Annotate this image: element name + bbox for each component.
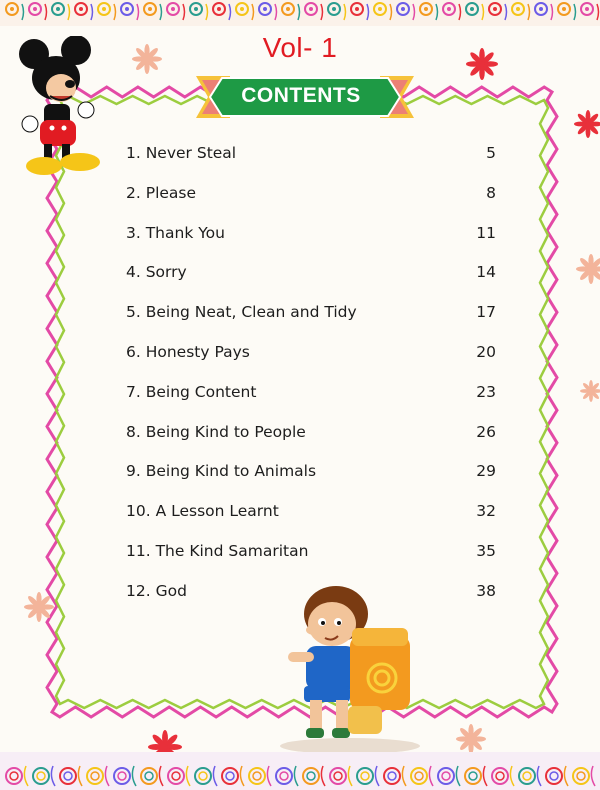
toc-entry-page-number: 29 [476, 462, 496, 481]
toc-entry-title: 9. Being Kind to Animals [126, 462, 317, 481]
toc-entry-page-number: 23 [476, 382, 496, 401]
toc-entry-title: 6. Honesty Pays [126, 342, 250, 361]
flower-decoration [132, 44, 162, 74]
toc-entry [126, 134, 496, 174]
toc-entry-page-number: 26 [476, 422, 496, 441]
toc-entry-title: 1. Never Steal [126, 144, 237, 162]
mickey-mouse-illustration [14, 36, 114, 186]
boy-with-backpack-illustration [270, 578, 430, 758]
toc-entry-title: 12. God [126, 581, 187, 600]
toc-entry [126, 174, 496, 214]
flower-decoration [574, 110, 600, 138]
flower-decoration [466, 48, 498, 80]
toc-entry-title: 2. Please [126, 183, 197, 202]
toc-entry-page-number: 5 [486, 144, 496, 162]
toc-entry [126, 452, 496, 492]
toc-entry [126, 373, 496, 413]
toc-entry-page-number: 11 [476, 223, 496, 242]
toc-entry-title: 10. A Lesson Learnt [126, 502, 279, 521]
toc-entry-title: 8. Being Kind to People [126, 422, 306, 441]
toc-entry-title: 11. The Kind Samaritan [126, 541, 309, 560]
flower-decoration [24, 592, 54, 622]
table-of-contents [126, 134, 496, 612]
flower-decoration [456, 724, 486, 754]
bottom-decorative-border [0, 752, 600, 790]
toc-entry-page-number: 17 [476, 303, 496, 322]
flower-decoration [576, 254, 600, 284]
contents-title: CONTENTS [241, 84, 361, 107]
toc-entry-page-number: 20 [476, 342, 496, 361]
toc-entry-page-number: 8 [486, 183, 496, 202]
toc-entry [126, 293, 496, 333]
toc-entry [126, 333, 496, 373]
toc-entry [126, 413, 496, 453]
toc-entry-title: 7. Being Content [126, 382, 257, 401]
toc-entry [126, 492, 496, 532]
toc-entry [126, 214, 496, 254]
toc-entry-page-number: 35 [476, 541, 496, 560]
toc-entry [126, 253, 496, 293]
toc-entry-page-number: 32 [476, 502, 496, 521]
toc-entry-page-number: 38 [476, 581, 496, 600]
toc-entry-page-number: 14 [476, 263, 496, 282]
flower-decoration [580, 380, 600, 402]
toc-entry [126, 532, 496, 572]
toc-entry-title: 5. Being Neat, Clean and Tidy [126, 303, 357, 322]
volume-label: Vol- 1 [262, 32, 338, 63]
toc-entry-title: 3. Thank You [126, 223, 225, 242]
toc-entry-title: 4. Sorry [126, 263, 187, 282]
